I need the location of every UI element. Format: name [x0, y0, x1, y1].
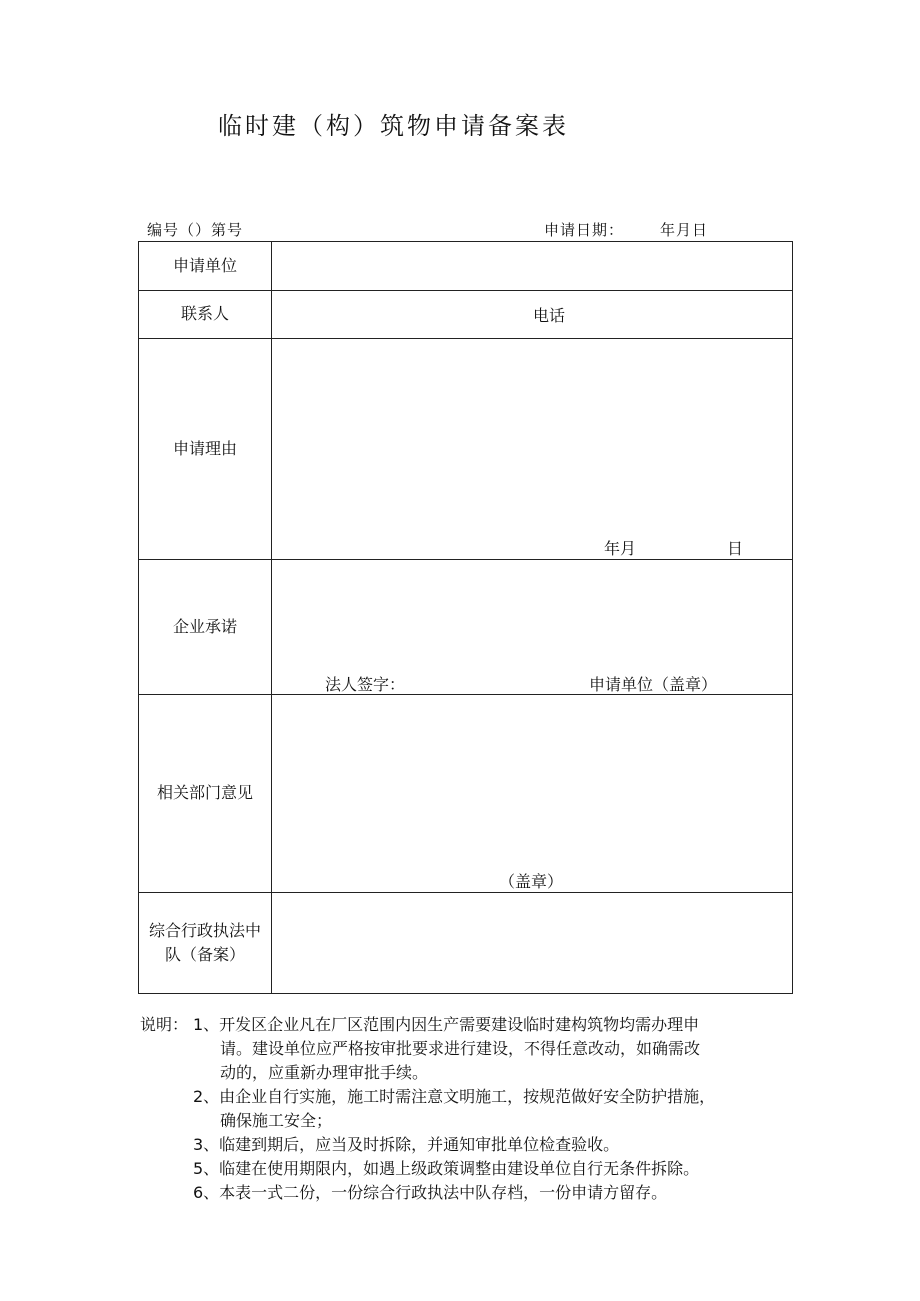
application-date-ymd: 年月日: [660, 221, 709, 239]
contact-label: 联系人: [180, 304, 229, 323]
application-date-label: 申请日期：: [544, 221, 625, 239]
application-form-table: [138, 241, 793, 994]
applicant-unit-label: 申请单位: [172, 256, 237, 275]
note-1-line-2: 请。建设单位应严格按审批要求进行建设，不得任意改动，如确需改: [220, 1039, 701, 1058]
note-2-line-2: 确保施工安全；: [220, 1111, 333, 1130]
note-6: 6、本表一式二份，一份综合行政执法中队存档，一份申请方留存。: [193, 1183, 668, 1202]
department-opinion-label: 相关部门意见: [156, 783, 253, 802]
commitment-label: 企业承诺: [172, 616, 237, 636]
phone-label: 电话: [533, 306, 566, 325]
contact-field[interactable]: [273, 292, 523, 336]
applicant-unit-field[interactable]: [273, 244, 791, 288]
filing-field[interactable]: [273, 894, 791, 990]
department-seal-label: （盖章）: [499, 872, 564, 891]
reason-date-day: 日: [727, 539, 744, 558]
note-5: 5、临建在使用期限内，如遇上级政策调整由建设单位自行无条件拆除。: [193, 1159, 700, 1178]
applicant-seal-label: 申请单位（盖章）: [589, 675, 718, 694]
note-1-line-1: 1、开发区企业凡在厂区范围内因生产需要建设临时建构筑物均需办理申: [193, 1015, 700, 1034]
column-divider: [271, 242, 272, 993]
reason-date-month: 年月: [604, 539, 637, 558]
legal-representative-signature-label: 法人签字：: [325, 675, 406, 694]
filing-label: [139, 892, 271, 993]
department-opinion-field[interactable]: [273, 696, 791, 856]
notes-prefix: 说明：: [140, 1015, 189, 1034]
commitment-field[interactable]: [273, 561, 791, 661]
note-3: 3、临建到期后，应当及时拆除，并通知审批单位检查验收。: [193, 1135, 620, 1154]
phone-field[interactable]: [575, 292, 790, 336]
filing-label-line2: 队（备案）: [164, 944, 245, 964]
page-title: 临时建（构）筑物申请备案表: [218, 112, 569, 140]
reason-field[interactable]: [273, 340, 791, 520]
note-2-line-1: 2、由企业自行实施，施工时需注意文明施工，按规范做好安全防护措施，: [193, 1087, 716, 1106]
note-1-line-3: 动的，应重新办理审批手续。: [220, 1063, 429, 1082]
filing-label-line1: 综合行政执法中: [148, 920, 261, 940]
serial-number-label: 编号（）第号: [147, 221, 244, 239]
reason-label: 申请理由: [172, 438, 237, 458]
